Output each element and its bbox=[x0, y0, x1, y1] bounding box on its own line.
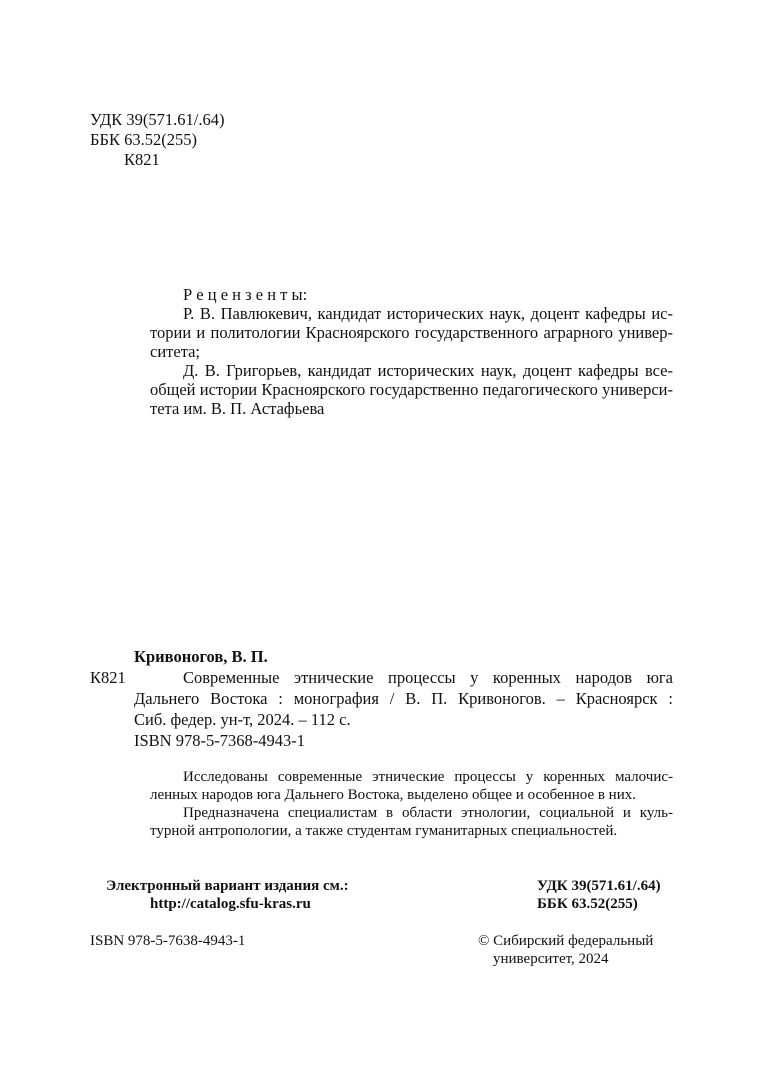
reviewer-line: общей истории Красноярского государственно педагогического универси- bbox=[150, 380, 673, 399]
annotation-line: ленных народов юга Дальнего Востока, выделено общее и особенное в них. bbox=[150, 787, 636, 803]
annotation-line: турной антропологии, а также студентам гуманитарных специальностей. bbox=[150, 823, 618, 839]
udk-code: УДК 39(571.61/.64) bbox=[90, 110, 225, 129]
reviewers-heading: Р е ц е н з е н т ы: bbox=[183, 285, 308, 304]
reviewer-line: тории и политологии Красноярского государственного аграрного универ- bbox=[150, 323, 673, 342]
annotation-line: Исследованы современные этнические процессы у коренных малочис- bbox=[183, 769, 673, 785]
electronic-version-url[interactable]: http://catalog.sfu-kras.ru bbox=[150, 896, 311, 912]
author-mark: К821 bbox=[124, 150, 160, 169]
reviewer-line: тета им. В. П. Астафьева bbox=[150, 399, 325, 418]
card-isbn: ISBN 978-5-7368-4943-1 bbox=[134, 731, 305, 750]
annotation-line: Предназначена специалистам в области этнологии, социальной и куль- bbox=[183, 805, 673, 821]
card-title-line: Современные этнические процессы у коренных народов юга bbox=[183, 668, 673, 687]
card-title-line: Дальнего Востока : монография / В. П. Кривоногов. – Красноярск : bbox=[134, 689, 673, 708]
reviewer-line: ситета; bbox=[150, 342, 201, 361]
footer-bbk: ББК 63.52(255) bbox=[537, 896, 638, 912]
reviewer-line: Д. В. Григорьев, кандидат исторических наук, доцент кафедры все- bbox=[183, 361, 673, 380]
card-author-mark: К821 bbox=[90, 668, 126, 687]
footer-udk: УДК 39(571.61/.64) bbox=[537, 878, 661, 894]
reviewer-line: Р. В. Павлюкевич, кандидат исторических наук, доцент кафедры ис- bbox=[183, 304, 673, 323]
bbk-code: ББК 63.52(255) bbox=[90, 130, 197, 149]
card-title-line: Сиб. федер. ун-т, 2024. – 112 с. bbox=[134, 710, 351, 729]
card-author: Кривоногов, В. П. bbox=[134, 647, 268, 666]
footer-isbn: ISBN 978-5-7638-4943-1 bbox=[90, 933, 246, 949]
copyright-line: университет, 2024 bbox=[493, 951, 609, 967]
copyright-line: © Сибирский федеральный bbox=[478, 933, 654, 949]
electronic-version-label: Электронный вариант издания см.: bbox=[106, 878, 349, 894]
